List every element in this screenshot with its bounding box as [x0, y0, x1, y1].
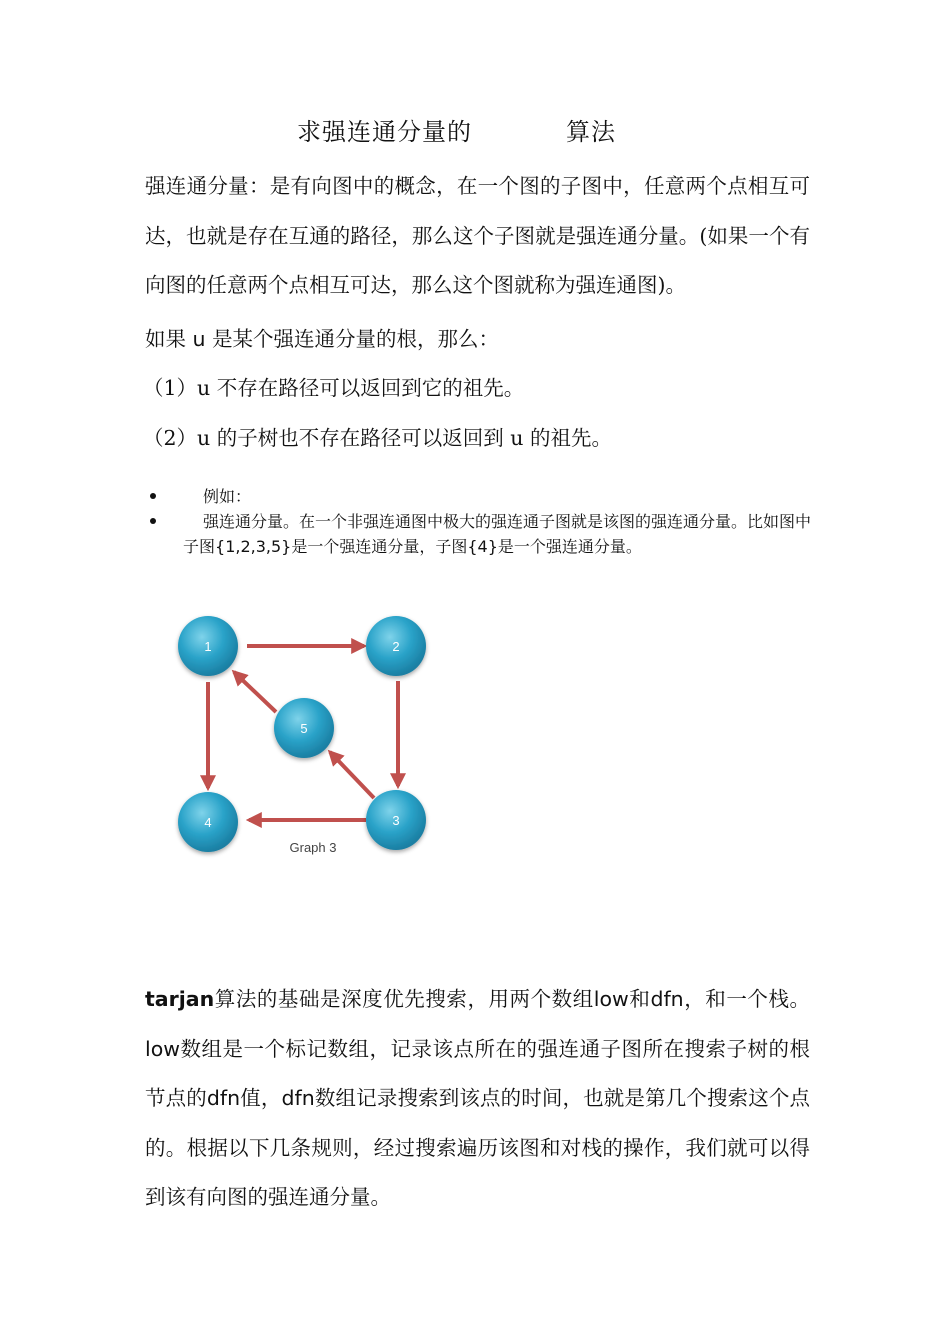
definition-paragraph: 强连通分量：是有向图中的概念，在一个图的子图中，任意两个点相互可达，也就是存在互通的路径，那么这个子图就是强连通分量。(如果一个有向图的任意两个点相互可达，那么这个图就称为强连通图)。: [145, 174, 810, 297]
list-item: [150, 484, 815, 509]
bullet-text: 强连通分量。在一个非强连通图中极大的强连通子图就是该图的强连通分量。比如图中子图{1,2,3,5}是一个强连通分量，子图{4}是一个强连通分量。: [183, 512, 812, 556]
node-label: 1: [204, 639, 212, 654]
edge-3-5: [330, 752, 374, 798]
set-notation-1: {1,2,3,5}: [215, 537, 292, 556]
condition-item-2: （2）u 的子树也不存在路径可以返回到 u 的祖先。: [143, 426, 612, 450]
root-prefix: 如果: [145, 327, 186, 351]
graph-caption: Graph 3: [289, 840, 337, 855]
title-part-2: 算法: [566, 118, 616, 146]
tarjan-paragraph: tarjan算法的基础是深度优先搜索，用两个数组low和dfn，和一个栈。low数组是一个标记数组，记录该点所在的强连通子图所在搜索子树的根节点的dfn值，dfn数组记录搜索到该点的时间，也就是第几个搜索这个点的。根据以下几条规则，经过搜索遍历该图和对栈的操作，我们就可以得到该有向图的强连通分量。: [145, 987, 811, 1209]
example-list: [150, 484, 815, 559]
title-part-1: 求强连通分量的: [297, 118, 472, 146]
set-notation-2: {4}: [467, 537, 498, 556]
root-var: u: [192, 327, 206, 351]
bullet-dot: [150, 518, 156, 524]
node-label: 2: [392, 639, 400, 654]
graph-diagram: [170, 608, 440, 868]
bullet-text: 例如：: [203, 487, 252, 506]
root-condition-line: [145, 322, 499, 352]
list-item: [150, 509, 815, 559]
root-suffix: 是某个强连通分量的根，那么：: [212, 327, 500, 351]
edge-5-1: [234, 672, 276, 712]
node-label: 5: [300, 721, 308, 736]
condition-item-1: （1）u 不存在路径可以返回到它的祖先。: [143, 376, 525, 400]
bullet-dot: [150, 493, 156, 499]
node-label: 3: [392, 813, 400, 828]
node-label: 4: [204, 815, 212, 830]
tarjan-keyword: tarjan: [145, 987, 215, 1011]
